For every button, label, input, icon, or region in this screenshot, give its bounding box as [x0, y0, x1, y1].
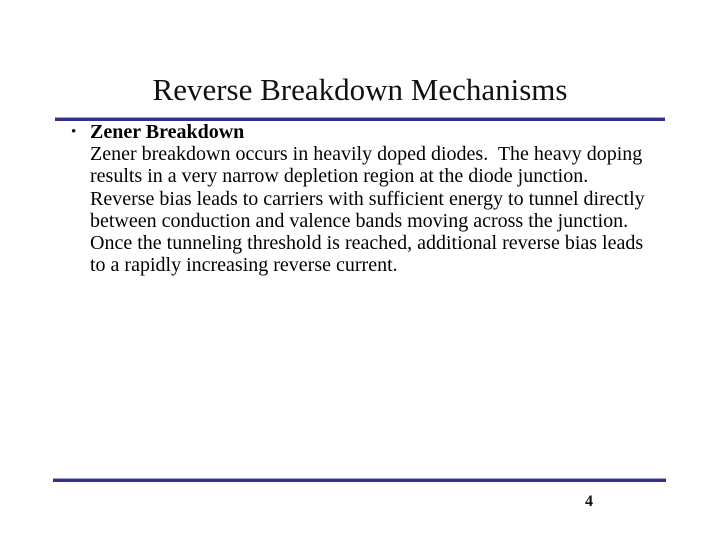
body-text-line: Zener breakdown occurs in heavily doped diodes. The heavy doping	[90, 143, 643, 166]
body-text-line: Reverse bias leads to carriers with sufficient energy to tunnel directly	[90, 187, 645, 210]
body-text-line: between conduction and valence bands moving across the junction.	[90, 209, 629, 232]
body-text-line: Once the tunneling threshold is reached, additional reverse bias leads	[90, 232, 644, 255]
body-text-line: results in a very narrow depletion region at the diode junction.	[90, 165, 589, 188]
footer-divider-rule	[53, 478, 666, 482]
bullet-heading: Zener Breakdown	[90, 121, 245, 143]
page-number: 4	[585, 493, 593, 510]
bullet-text-column	[90, 121, 671, 276]
slide-body	[71, 121, 671, 276]
body-text-line: to a rapidly increasing reverse current.	[90, 254, 398, 277]
page-title: Reverse Breakdown Mechanisms	[152, 71, 568, 107]
bullet-item	[71, 121, 671, 276]
bullet-marker-icon: •	[71, 124, 77, 140]
